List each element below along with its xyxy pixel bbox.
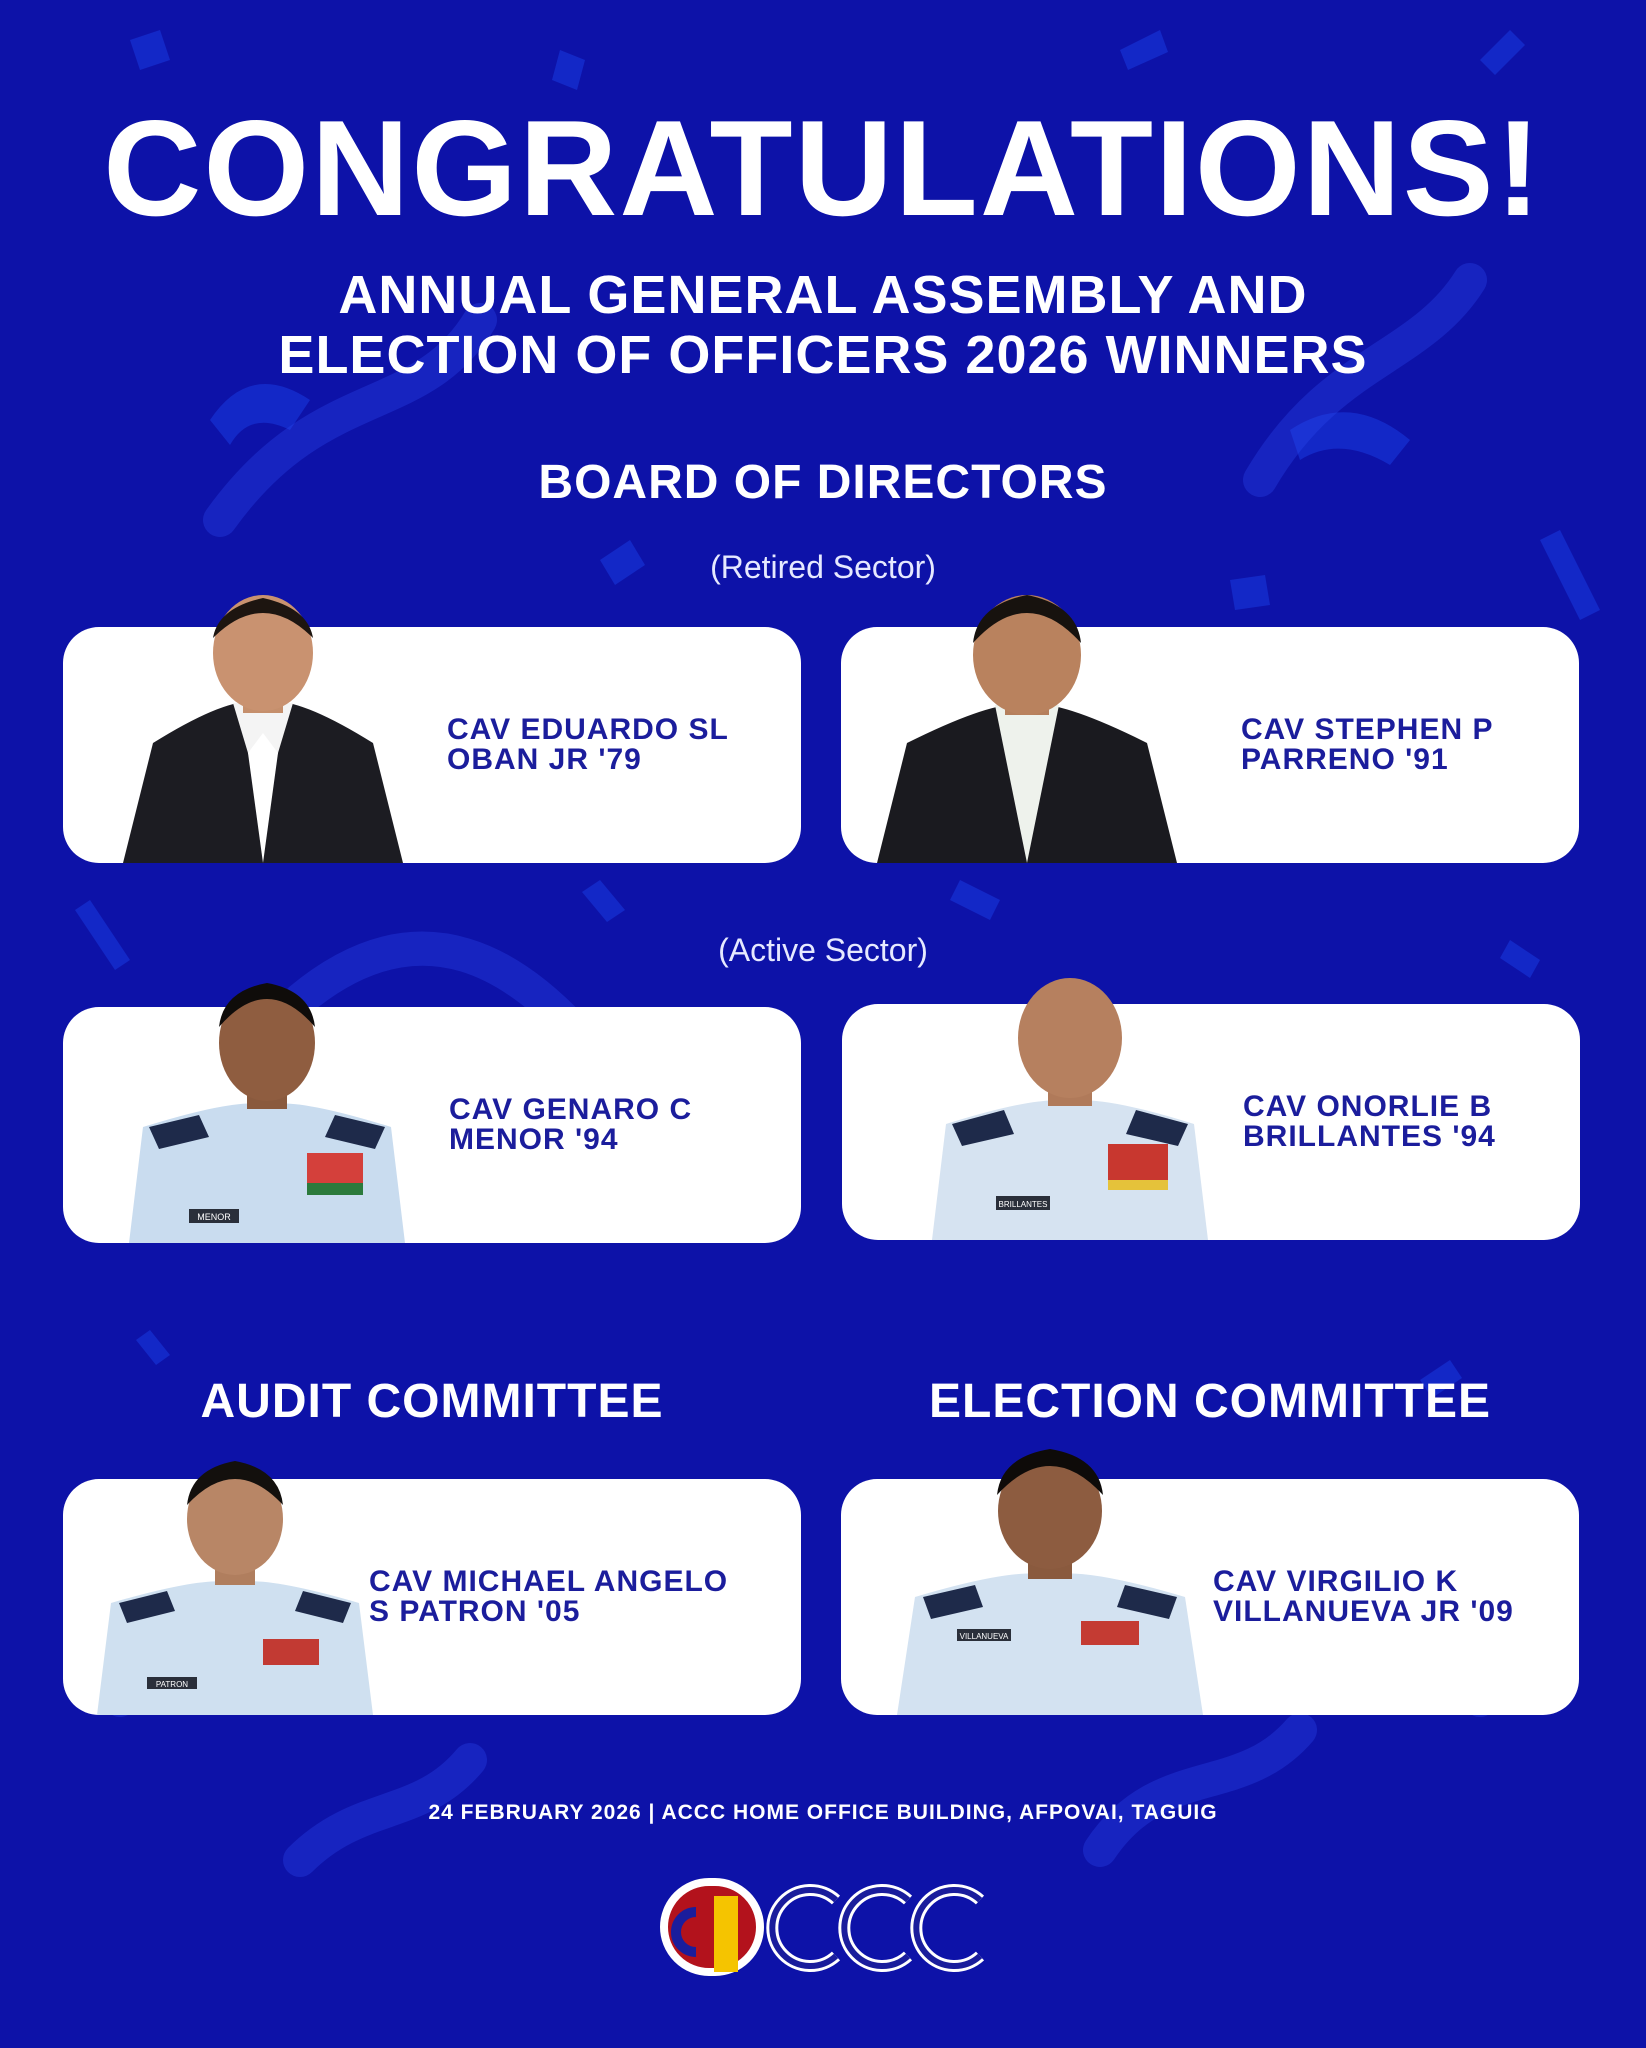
nametag-text: MENOR [197,1212,231,1222]
winner-card [63,1007,801,1243]
subtitle-line-2: ELECTION OF OFFICERS 2026 WINNERS [278,325,1368,385]
retired-sector-label: (Retired Sector) [710,549,936,585]
winner-card [63,627,801,863]
event-date-venue: 24 FEBRUARY 2026 | ACCC HOME OFFICE BUILDING, AFPOVAI, TAGUIG [428,1801,1218,1824]
winner-card [63,1479,801,1715]
winner-card [841,627,1579,863]
winner-photo [877,593,1177,863]
nametag-text: VILLANUEVA [959,1632,1009,1641]
active-sector-label: (Active Sector) [718,932,928,968]
election-committee-heading: ELECTION COMMITTEE [929,1375,1491,1428]
nametag-text: PATRON [155,1680,189,1689]
nametag-text: BRILLANTES [998,1200,1048,1209]
winner-card [842,1004,1580,1240]
winner-name: CAV ONORLIE B BRILLANTES '94 [1243,1090,1496,1153]
winner-name: CAV VIRGILIO K VILLANUEVA JR '09 [1213,1565,1514,1628]
winner-name: CAV STEPHEN P PARRENO '91 [1241,713,1494,776]
winner-name: CAV GENARO C MENOR '94 [449,1093,693,1156]
accc-logo [656,1872,992,1982]
winner-photo [97,1457,373,1715]
board-heading: BOARD OF DIRECTORS [538,456,1108,509]
audit-committee-heading: AUDIT COMMITTEE [200,1375,664,1428]
winner-photo [932,974,1208,1240]
page-title: CONGRATULATIONS! [103,92,1543,244]
event-subtitle [0,265,1646,385]
winner-photo [113,593,413,863]
winner-name: CAV MICHAEL ANGELO S PATRON '05 [369,1565,729,1628]
subtitle-line-1: ANNUAL GENERAL ASSEMBLY AND [338,265,1308,325]
winner-photo [897,1445,1203,1715]
winner-photo [129,977,405,1243]
winner-card [841,1479,1579,1715]
winner-name: CAV EDUARDO SL OBAN JR '79 [447,713,729,776]
